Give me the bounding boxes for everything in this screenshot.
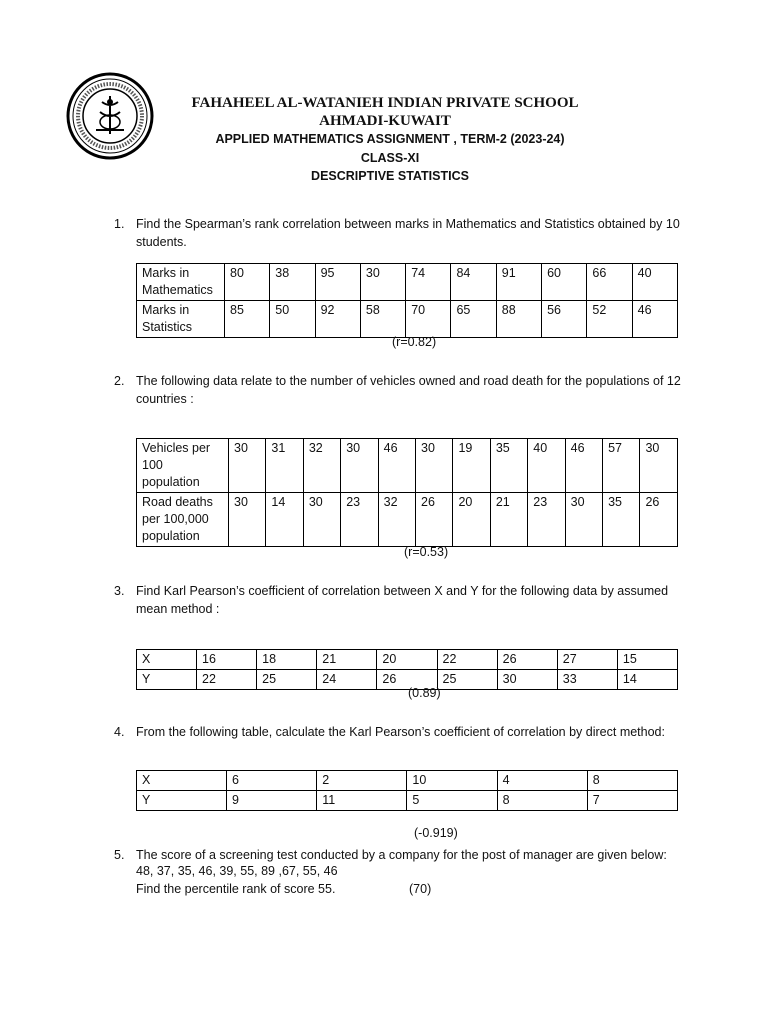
table-cell: 40 [632, 264, 677, 301]
table-cell: 5 [407, 791, 497, 811]
table-cell: 50 [270, 301, 315, 338]
q4-table [136, 770, 678, 811]
table-cell: 27 [557, 650, 617, 670]
table-row: Y 9 11 5 8 7 [137, 791, 678, 811]
table-row: Vehicles per 100 population 30 31 32 30 46 30 19 35 40 46 57 30 [137, 439, 678, 493]
school-logo-icon [66, 72, 154, 160]
table-cell: 30 [229, 493, 266, 547]
q5-scores: 48, 37, 35, 46, 39, 55, 89 ,67, 55, 46 [136, 864, 338, 878]
table-cell: 14 [617, 670, 677, 690]
table-row: Marks in Mathematics 80 38 95 30 74 84 91 60 66 40 [137, 264, 678, 301]
table-cell: 30 [229, 439, 266, 493]
q2-answer: (r=0.53) [404, 545, 449, 559]
table-cell: 25 [437, 670, 497, 690]
table-cell: 32 [378, 493, 415, 547]
table-cell: 8 [587, 771, 677, 791]
table-cell: 30 [497, 670, 557, 690]
q1-table [136, 263, 678, 338]
table-cell: 30 [303, 493, 340, 547]
q5-answer: (70) [409, 882, 432, 896]
table-cell: 20 [453, 493, 490, 547]
table-cell: 40 [528, 439, 565, 493]
table-cell: 16 [197, 650, 257, 670]
table-cell: 46 [632, 301, 677, 338]
table-cell: 70 [406, 301, 451, 338]
table-cell: 7 [587, 791, 677, 811]
table-cell: 20 [377, 650, 437, 670]
table-cell: 46 [378, 439, 415, 493]
table-cell: 30 [640, 439, 678, 493]
school-location: AHMADI-KUWAIT [319, 113, 451, 129]
table-cell: 91 [496, 264, 541, 301]
table-cell: 15 [617, 650, 677, 670]
q3-table [136, 649, 678, 690]
table-cell: 14 [266, 493, 303, 547]
table-cell: 58 [360, 301, 405, 338]
table-cell: 26 [640, 493, 678, 547]
table-cell: 95 [315, 264, 360, 301]
table-cell: 31 [266, 439, 303, 493]
table-cell: 23 [341, 493, 378, 547]
q2-table [136, 438, 678, 547]
table-row: X 6 2 10 4 8 [137, 771, 678, 791]
table-cell: 32 [303, 439, 340, 493]
q1-answer: (r=0.82) [392, 335, 437, 349]
q5-find: Find the percentile rank of score 55. [136, 882, 336, 896]
table-row: X 16 18 21 20 22 26 27 15 [137, 650, 678, 670]
table-row: Road deaths per 100,000 population 30 14 30 23 32 26 20 21 23 30 35 26 [137, 493, 678, 547]
table-cell: 2 [317, 771, 407, 791]
table-cell: 35 [603, 493, 640, 547]
table-cell: 26 [377, 670, 437, 690]
table-cell: 26 [416, 493, 453, 547]
table-row: Y 22 25 24 26 25 30 33 14 [137, 670, 678, 690]
table-cell: 19 [453, 439, 490, 493]
table-cell: 18 [257, 650, 317, 670]
q3-answer: (0.89) [408, 686, 441, 700]
table-cell: 8 [497, 791, 587, 811]
table-cell: 30 [565, 493, 602, 547]
table-cell: 80 [225, 264, 270, 301]
q4-answer: (-0.919) [414, 826, 458, 840]
table-cell: 23 [528, 493, 565, 547]
table-cell: 22 [437, 650, 497, 670]
topic-label: DESCRIPTIVE STATISTICS [311, 169, 469, 183]
school-name: FAHAHEEL AL-WATANIEH INDIAN PRIVATE SCHOOL AHMADI-KUWAIT [180, 94, 590, 130]
table-cell: 57 [603, 439, 640, 493]
table-cell: 6 [227, 771, 317, 791]
table-cell: 56 [542, 301, 587, 338]
table-cell: 85 [225, 301, 270, 338]
table-cell: 25 [257, 670, 317, 690]
table-cell: 30 [341, 439, 378, 493]
table-row: Marks in Statistics 85 50 92 58 70 65 88 56 52 46 [137, 301, 678, 338]
table-cell: 30 [416, 439, 453, 493]
table-cell: 24 [317, 670, 377, 690]
table-cell: 88 [496, 301, 541, 338]
table-cell: 52 [587, 301, 632, 338]
table-cell: 21 [490, 493, 527, 547]
class-label: CLASS-XI [360, 151, 420, 165]
table-cell: 35 [490, 439, 527, 493]
table-cell: 84 [451, 264, 496, 301]
table-cell: 9 [227, 791, 317, 811]
table-cell: 74 [406, 264, 451, 301]
table-cell: 30 [360, 264, 405, 301]
table-cell: 60 [542, 264, 587, 301]
table-cell: 26 [497, 650, 557, 670]
table-cell: 38 [270, 264, 315, 301]
table-cell: 46 [565, 439, 602, 493]
table-cell: 22 [197, 670, 257, 690]
table-cell: 11 [317, 791, 407, 811]
table-cell: 33 [557, 670, 617, 690]
table-cell: 4 [497, 771, 587, 791]
table-cell: 65 [451, 301, 496, 338]
table-cell: 66 [587, 264, 632, 301]
table-cell: 21 [317, 650, 377, 670]
table-cell: 92 [315, 301, 360, 338]
table-cell: 10 [407, 771, 497, 791]
assignment-title: APPLIED MATHEMATICS ASSIGNMENT , TERM-2 (2023-24) [215, 132, 565, 146]
